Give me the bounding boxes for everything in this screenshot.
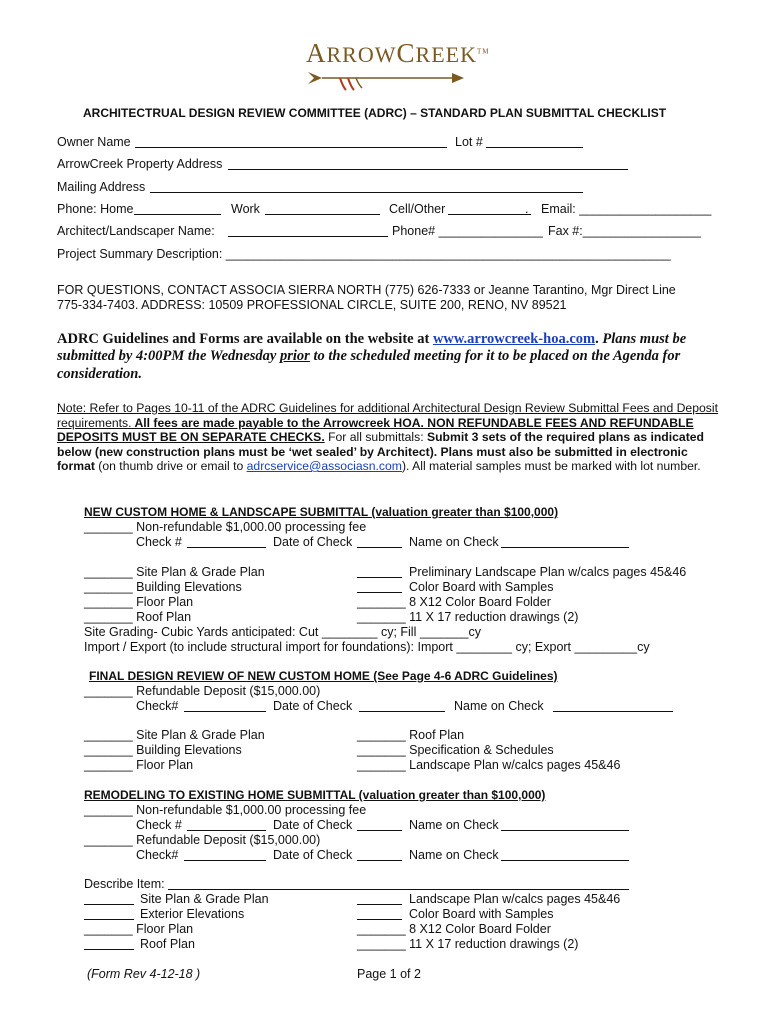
contact-line-2: 775-334-7403. ADDRESS: 10509 PROFESSIONAL CIRCLE, SUITE 200, RENO, NV 89521 — [57, 298, 567, 312]
check-number-line[interactable] — [187, 537, 266, 548]
guidelines-line-2: submitted by 4:00PM the Wednesday prior to the scheduled meeting for it to be placed on the Agenda for — [57, 348, 681, 364]
name-on-check-line[interactable] — [501, 537, 629, 548]
project-summary-field[interactable]: Project Summary Description: ________________________________________________________________ — [57, 247, 671, 261]
checklist-blank-line[interactable] — [357, 582, 402, 593]
check-number-line[interactable] — [184, 850, 266, 861]
checklist-blank-line[interactable] — [357, 567, 402, 578]
name-on-check-line[interactable] — [501, 850, 629, 861]
checklist-item[interactable]: _______ Site Plan & Grade Plan — [84, 565, 265, 579]
refundable-deposit-item[interactable]: _______ Refundable Deposit ($15,000.00) — [84, 684, 321, 698]
contact-line-1: FOR QUESTIONS, CONTACT ASSOCIA SIERRA NORTH (775) 626-7333 or Jeanne Tarantino, Mgr Direct Line — [57, 283, 676, 297]
checklist-item[interactable]: _______ 8 X12 Color Board Folder — [357, 595, 551, 609]
processing-fee-item[interactable]: _______ Non-refundable $1,000.00 processing fee — [84, 803, 367, 817]
cell-label: Cell/Other — [389, 202, 446, 216]
form-revision: (Form Rev 4-12-18 ) — [87, 967, 201, 981]
name-on-check-label: Name on Check — [409, 818, 499, 832]
checklist-item[interactable]: _______ Specification & Schedules — [357, 743, 554, 757]
phone-home-line[interactable] — [134, 204, 221, 215]
date-of-check-label: Date of Check — [273, 699, 353, 713]
checklist-item[interactable]: _______ Floor Plan — [84, 758, 194, 772]
checklist-blank-line[interactable] — [84, 894, 134, 905]
refundable-deposit-item[interactable]: _______ Refundable Deposit ($15,000.00) — [84, 833, 321, 847]
email-link[interactable]: adrcservice@associasn.com — [246, 459, 402, 473]
date-of-check-line[interactable] — [359, 701, 445, 712]
name-on-check-label: Name on Check — [409, 535, 499, 549]
guidelines-line-3: consideration. — [57, 366, 142, 382]
name-on-check-line[interactable] — [501, 820, 629, 831]
architect-phone-field[interactable]: Phone# _______________ — [392, 224, 543, 238]
checklist-item[interactable]: _______ Floor Plan — [84, 595, 194, 609]
check-number-line[interactable] — [184, 701, 266, 712]
import-export-field[interactable]: Import / Export (to include structural import for foundations): Import ________ cy; Export _________cy — [84, 640, 650, 654]
cell-line[interactable] — [448, 204, 531, 215]
fax-field[interactable]: Fax #:_________________ — [548, 224, 701, 238]
work-label: Work — [231, 202, 260, 216]
name-on-check-line[interactable] — [553, 701, 673, 712]
checklist-item[interactable]: Color Board with Samples — [409, 907, 554, 921]
page-title: ARCHITECTRUAL DESIGN REVIEW COMMITTEE (ADRC) – STANDARD PLAN SUBMITTAL CHECKLIST — [83, 106, 667, 120]
phone-home-label: Phone: Home — [57, 202, 134, 216]
logo — [300, 30, 490, 90]
check-number-label: Check # — [136, 535, 182, 549]
note-paragraph: Note: Refer to Pages 10-11 of the ADRC Guidelines for additional Architectural Design Review Submittal Fees and Deposit requirements. All fees are made payable to the Arrowcreek HOA. NON REFUNDABLE FEES AND REFUNDABLE DEPOSITS MUST BE ON SEPARATE CHECKS. For all submittals: Submit 3 sets of the required plans as indicated below (new construction plans must be ‘wet sealed’ by Architect). Plans must also be submitted in electronic format (on thumb drive or email to adrcservice@associasn.com). All material samples must be marked with lot number. — [57, 401, 718, 473]
property-address-line[interactable] — [228, 159, 628, 170]
date-of-check-label: Date of Check — [273, 535, 353, 549]
date-of-check-label: Date of Check — [273, 818, 353, 832]
check-number-label: Check# — [136, 699, 179, 713]
checklist-item[interactable]: Color Board with Samples — [409, 580, 554, 594]
property-address-label: ArrowCreek Property Address — [57, 157, 223, 171]
architect-label: Architect/Landscaper Name: — [57, 224, 215, 238]
checklist-item[interactable]: _______ 11 X 17 reduction drawings (2) — [357, 610, 579, 624]
section-final-design-heading: FINAL DESIGN REVIEW OF NEW CUSTOM HOME (See Page 4-6 ADRC Guidelines) — [89, 669, 558, 683]
lot-label: Lot # — [455, 135, 483, 149]
section-remodeling-heading: REMODELING TO EXISTING HOME SUBMITTAL (valuation greater than $100,000) — [84, 788, 546, 802]
checklist-item[interactable]: _______ Building Elevations — [84, 580, 242, 594]
checklist-item[interactable]: Roof Plan — [140, 937, 195, 951]
guidelines-line-1: ADRC Guidelines and Forms are available on the website at www.arrowcreek-hoa.com. Plans must be — [57, 331, 687, 347]
checklist-item[interactable]: Landscape Plan w/calcs pages 45&46 — [409, 892, 621, 906]
checklist-item[interactable]: Site Plan & Grade Plan — [140, 892, 269, 906]
date-of-check-line[interactable] — [357, 850, 402, 861]
checklist-item[interactable]: _______ Roof Plan — [357, 728, 465, 742]
check-number-line[interactable] — [187, 820, 266, 831]
site-grading-field[interactable]: Site Grading- Cubic Yards anticipated: Cut ________ cy; Fill _______cy — [84, 625, 481, 639]
owner-name-line[interactable] — [135, 137, 447, 148]
check-number-label: Check # — [136, 818, 182, 832]
checklist-blank-line[interactable] — [84, 909, 134, 920]
mailing-address-line[interactable] — [150, 182, 583, 193]
lot-line[interactable] — [486, 137, 583, 148]
date-of-check-line[interactable] — [357, 537, 402, 548]
architect-line[interactable] — [228, 226, 388, 237]
checklist-item[interactable]: Exterior Elevations — [140, 907, 245, 921]
logo-wordmark: ARROWCREEK™ — [306, 38, 490, 68]
name-on-check-label: Name on Check — [409, 848, 499, 862]
work-line[interactable] — [265, 204, 380, 215]
website-link[interactable]: www.arrowcreek-hoa.com — [432, 331, 596, 347]
checklist-item[interactable]: _______ Site Plan & Grade Plan — [84, 728, 265, 742]
section-new-custom-home-heading: NEW CUSTOM HOME & LANDSCAPE SUBMITTAL (valuation greater than $100,000) — [84, 505, 559, 519]
checklist-item[interactable]: _______ 8 X12 Color Board Folder — [357, 922, 551, 936]
checklist-item[interactable]: _______ Floor Plan — [84, 922, 194, 936]
checklist-item[interactable]: _______ Building Elevations — [84, 743, 242, 757]
checklist-item[interactable]: _______ Roof Plan — [84, 610, 192, 624]
checklist-blank-line[interactable] — [84, 939, 134, 950]
check-number-label: Check# — [136, 848, 179, 862]
checklist-item[interactable]: _______ 11 X 17 reduction drawings (2) — [357, 937, 579, 951]
checklist-blank-line[interactable] — [357, 909, 402, 920]
owner-name-label: Owner Name — [57, 135, 131, 149]
describe-item-label: Describe Item: — [84, 877, 165, 891]
email-field[interactable]: Email: ___________________ — [541, 202, 712, 216]
describe-item-line[interactable] — [168, 879, 629, 890]
checklist-blank-line[interactable] — [357, 894, 402, 905]
checklist-item[interactable]: _______ Landscape Plan w/calcs pages 45&46 — [357, 758, 621, 772]
arrow-feather-icon — [300, 68, 470, 92]
name-on-check-label: Name on Check — [454, 699, 544, 713]
page-number: Page 1 of 2 — [357, 967, 421, 981]
mailing-address-label: Mailing Address — [57, 180, 146, 194]
cell-dot: . — [525, 202, 529, 216]
processing-fee-item[interactable]: _______ Non-refundable $1,000.00 processing fee — [84, 520, 367, 534]
checklist-item[interactable]: Preliminary Landscape Plan w/calcs pages 45&46 — [409, 565, 687, 579]
date-of-check-label: Date of Check — [273, 848, 353, 862]
date-of-check-line[interactable] — [357, 820, 402, 831]
